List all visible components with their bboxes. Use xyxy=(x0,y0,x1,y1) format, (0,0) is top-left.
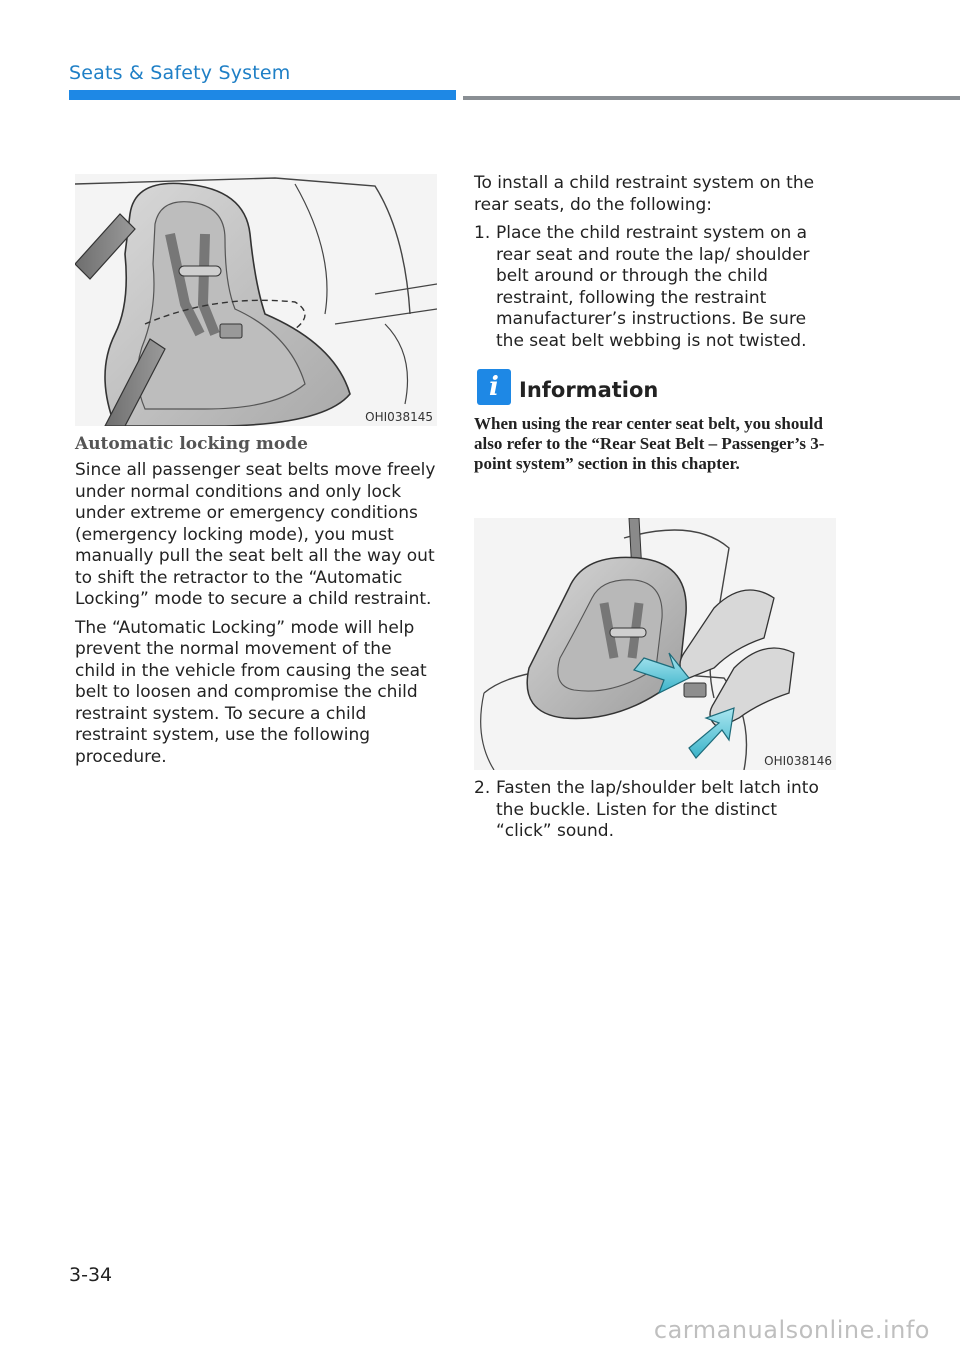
left-column-text xyxy=(75,460,437,775)
subheading-automatic-locking: Automatic locking mode xyxy=(75,434,308,454)
paragraph: The “Automatic Locking” mode will help prevent the normal movement of the child in the vehicle from causing the seat belt to loosen and compromise the child restraint system. To secure a child restraint system, use the following procedure. xyxy=(75,617,427,767)
info-text: When using the rear center seat belt, you should also refer to the “Rear Seat Belt – Passenger’s 3-point system” section in this chapter. xyxy=(474,414,825,473)
child-seat-illustration xyxy=(75,174,437,426)
figure-code: OHI038145 xyxy=(365,410,433,424)
intro-paragraph: To install a child restraint system on the rear seats, do the following: xyxy=(474,173,815,215)
paragraph: Since all passenger seat belts move freely under normal conditions and only lock under extreme or emergency conditions (emergency locking mode), you must manually pull the seat belt all the way out to shift the retractor to the “Automatic Locking” mode to secure a child restraint. xyxy=(75,460,436,609)
step-2 xyxy=(474,778,836,843)
step-text: Fasten the lap/shoulder belt latch into the buckle. Listen for the distinct “click” sound. xyxy=(496,778,819,841)
step-1 xyxy=(474,223,836,352)
figure-fasten-buckle xyxy=(474,518,836,770)
figure-child-seat-belt xyxy=(75,174,437,426)
page-number: 3-34 xyxy=(69,1264,113,1286)
header-rule-accent xyxy=(69,90,456,100)
step-2-row xyxy=(474,778,836,843)
info-icon: i xyxy=(477,369,511,405)
step-text: Place the child restraint system on a rear seat and route the lap/ shoulder belt around or through the child restraint, following the restraint manufacturer’s instructions. Be sure the seat belt webbing is not twisted. xyxy=(496,223,810,351)
step-number: 1. xyxy=(474,223,491,243)
figure-code: OHI038146 xyxy=(764,754,832,768)
section-title: Seats & Safety System xyxy=(69,62,291,84)
buckle-illustration xyxy=(474,518,836,770)
info-title: Information xyxy=(519,378,659,402)
right-column-intro xyxy=(474,173,836,352)
header-rule xyxy=(463,96,960,100)
step-number: 2. xyxy=(474,778,491,798)
watermark: carmanualsonline.info xyxy=(653,1316,930,1344)
